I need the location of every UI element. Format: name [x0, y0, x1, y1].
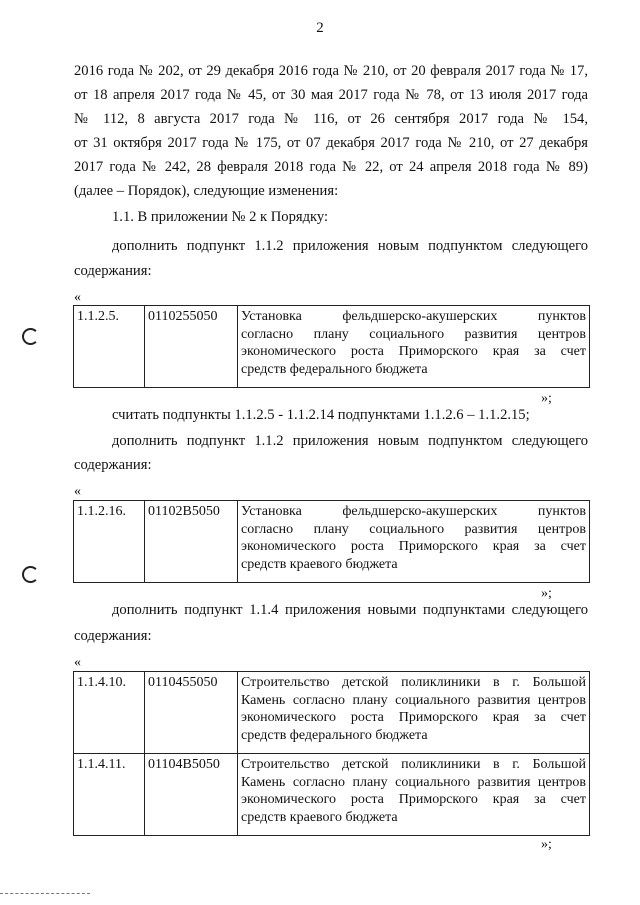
paragraph-line: от 18 апреля 2017 года № 45, от 30 мая 2017 года № 78, от 13 июля 2017 года	[74, 87, 588, 103]
description-line: средств краевого бюджета	[241, 809, 398, 825]
table-row	[74, 754, 590, 836]
table-row	[74, 501, 590, 583]
subitem-description	[238, 306, 590, 388]
close-quote: »;	[541, 586, 552, 601]
table-row	[74, 672, 590, 754]
open-quote: «	[74, 484, 81, 499]
table-row	[74, 306, 590, 388]
subitem-description	[238, 501, 590, 583]
footer-rule	[0, 893, 90, 894]
description-line: средств федерального бюджета	[241, 727, 428, 743]
subitem-code: 1.1.2.16.	[74, 501, 145, 583]
budget-code: 01102B5050	[145, 501, 238, 583]
subitem-code: 1.1.4.11.	[74, 754, 145, 836]
description-line: средств краевого бюджета	[241, 556, 398, 572]
binder-hole-mark-icon	[22, 328, 39, 345]
page-number: 2	[316, 20, 324, 36]
instruction-line: дополнить подпункт 1.1.4 приложения новыми подпунктами следующего	[112, 602, 588, 618]
description-line: Установка фельдшерско-акушерских пунктов	[241, 504, 586, 519]
item-heading: 1.1. В приложении № 2 к Порядку:	[112, 209, 329, 225]
amendment-table	[73, 671, 590, 836]
subitem-description	[238, 754, 590, 836]
description-line: Камень согласно плану социального развития центров	[241, 692, 586, 708]
description-line: экономического роста Приморского края за счет	[241, 539, 586, 554]
budget-code: 01104B5050	[145, 754, 238, 836]
paragraph-line: 2017 года № 242, 28 февраля 2018 года № 22, от 24 апреля 2018 года № 89)	[74, 159, 588, 175]
close-quote: »;	[541, 391, 552, 406]
binder-hole-mark-icon	[22, 566, 39, 583]
description-line: Камень согласно плану социального развития центров	[241, 774, 586, 790]
description-line: согласно плану социального развития центров	[241, 326, 586, 342]
description-line: экономического роста Приморского края за счет	[241, 344, 586, 359]
instruction-line: дополнить подпункт 1.1.2 приложения новым подпунктом следующего	[112, 238, 588, 254]
instruction-line: дополнить подпункт 1.1.2 приложения новым подпунктом следующего	[112, 433, 588, 449]
description-line: Строительство детской поликлиники в г. Большой	[241, 757, 586, 772]
description-line: экономического роста Приморского края за счет	[241, 792, 586, 807]
subitem-code: 1.1.4.10.	[74, 672, 145, 754]
renumber-text: считать подпункты 1.1.2.5 - 1.1.2.14 подпунктами 1.1.2.6 – 1.1.2.15;	[112, 407, 530, 423]
description-line: Строительство детской поликлиники в г. Большой	[241, 675, 586, 690]
budget-code: 0110455050	[145, 672, 238, 754]
instruction-line: содержания:	[74, 263, 152, 279]
subitem-code: 1.1.2.5.	[74, 306, 145, 388]
amendment-table	[73, 305, 590, 388]
open-quote: «	[74, 655, 81, 670]
instruction-line: содержания:	[74, 628, 152, 644]
budget-code: 0110255050	[145, 306, 238, 388]
description-line: средств федерального бюджета	[241, 361, 428, 377]
open-quote: «	[74, 290, 81, 305]
description-line: экономического роста Приморского края за счет	[241, 710, 586, 725]
description-line: Установка фельдшерско-акушерских пунктов	[241, 309, 586, 324]
paragraph-line: (далее – Порядок), следующие изменения:	[74, 183, 339, 199]
paragraph-line: № 112, 8 августа 2017 года № 116, от 26 сентября 2017 года № 154,	[74, 111, 588, 127]
instruction-line: содержания:	[74, 457, 152, 473]
description-line: согласно плану социального развития центров	[241, 521, 586, 537]
paragraph-line: 2016 года № 202, от 29 декабря 2016 года № 210, от 20 февраля 2017 года № 17,	[74, 63, 588, 79]
subitem-description	[238, 672, 590, 754]
paragraph-line: от 31 октября 2017 года № 175, от 07 декабря 2017 года № 210, от 27 декабря	[74, 135, 588, 151]
close-quote: »;	[541, 837, 552, 852]
amendment-table	[73, 500, 590, 583]
